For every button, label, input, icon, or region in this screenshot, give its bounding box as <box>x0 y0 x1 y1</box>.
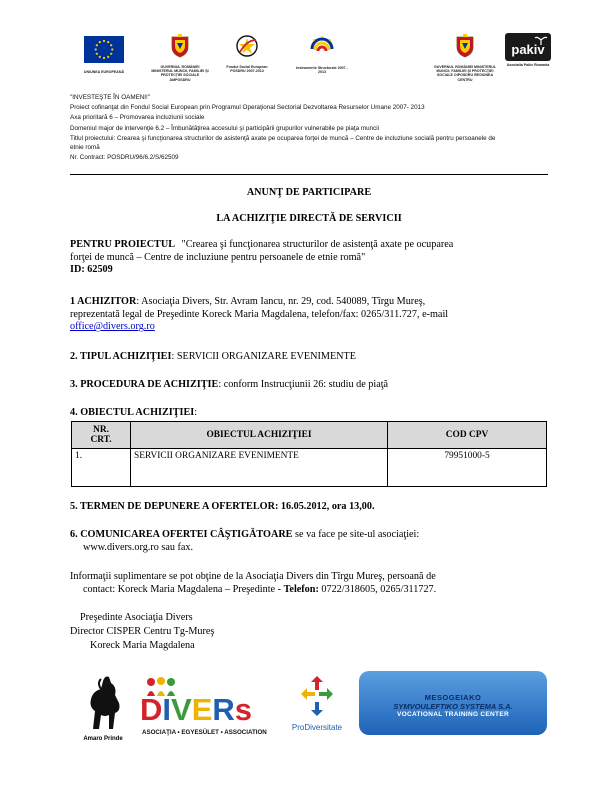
achizitor-email-link[interactable]: office@divers.org.ro <box>70 321 155 333</box>
project-info-domain: Domeniul major de intervenţie 6.2 – Îmbunătăţirea accesului şi participării grupurilor vulnerabile pe piaţa muncii <box>70 124 380 132</box>
pakiv-logo <box>503 33 553 67</box>
amaro-prinde-logo <box>74 673 132 743</box>
signature-role-2: Director CISPER Centru Tg-Mureş <box>70 626 215 637</box>
project-label: PENTRU PROIECTUL <box>70 239 175 250</box>
signature-block <box>70 611 214 653</box>
divers-caption: ASOCIAŢIA • EGYESÜLET • ASSOCIATION <box>142 729 267 736</box>
pakiv-sprout-icon <box>534 35 548 45</box>
achizitor-line-1 <box>70 296 548 309</box>
pakiv-logo-text: pakiv <box>511 42 545 57</box>
pakiv-badge <box>505 33 551 61</box>
info-line-2 <box>70 584 548 597</box>
comunicarea-site: www.divers.org.ro sau fax. <box>83 541 194 553</box>
info-contact: contact: Koreck Maria Magdalena – Preşedinte - <box>83 583 284 595</box>
signature-name: Koreck Maria Magdalena <box>90 640 195 651</box>
coat-of-arms-icon <box>170 34 190 58</box>
table-row <box>72 449 547 487</box>
fse-star-icon <box>232 34 262 58</box>
gov-logo-1 <box>150 34 210 82</box>
section-procedura <box>70 379 548 392</box>
section-comunicarea <box>70 529 548 554</box>
cell-cpv: 79951000-5 <box>388 449 547 487</box>
signature-role-1: Preşedinte Asociaţia Divers <box>80 612 193 623</box>
section-obiectul <box>70 407 548 420</box>
comunicarea-label: 6. COMUNICAREA OFERTEI CÂŞTIGĂTOARE <box>70 529 293 540</box>
prodiversitate-arrows-icon <box>297 672 337 722</box>
project-info-title-cont: etnie romă <box>70 143 100 151</box>
project-info-contract: Nr. Contract: POSDRU/96/6.2/S/62509 <box>70 153 179 161</box>
project-line-1 <box>70 239 548 252</box>
project-info <box>70 93 550 163</box>
obiectul-colon: : <box>194 407 198 418</box>
col-nr-crt <box>72 422 131 449</box>
eu-logo-caption: UNIUNEA EUROPEANĂ <box>83 70 125 74</box>
divers-letter-v: V <box>171 692 192 727</box>
project-id: ID: 62509 <box>70 264 113 276</box>
horse-rider-icon <box>79 673 127 731</box>
cell-nr: 1. <box>72 449 131 487</box>
project-name-2: forţei de muncă – Centre de incluziune pentru persoanele de etnie romă" <box>70 251 366 263</box>
gov-logo-1-caption: GUVERNUL ROMÂNIEI MINISTERUL MUNCII, FAMILIEI ŞI PROTECŢIEI SOCIALE AMPOSDRU <box>151 65 209 82</box>
col-obiect: OBIECTUL ACHIZIŢIEI <box>131 422 388 449</box>
fse-logo <box>222 34 272 73</box>
notice-subtitle: LA ACHIZIŢIE DIRECTĂ DE SERVICII <box>216 213 402 224</box>
divers-letter-d: D <box>140 692 163 727</box>
instrumente-structurale-logo <box>296 35 348 74</box>
divers-wordmark <box>140 692 252 728</box>
eu-logo <box>82 36 126 74</box>
instrumente-structurale-icon <box>309 35 335 59</box>
project-info-cofinance: Proiect cofinanţat din Fondul Social European prin Programul Operaţional Sectorial Dezvoltarea Resurselor Umane 2007- 2013 <box>70 104 425 112</box>
fse-logo-caption: Fondul Social European POSDRU 2007-2013 <box>226 65 268 74</box>
achizitor-text-1: : Asociaţia Divers, Str. Avram Iancu, nr. 29, cod. 540089, Tîrgu Mureş, <box>136 296 426 307</box>
procedura-label: 3. PROCEDURA DE ACHIZIŢIE <box>70 379 219 390</box>
info-phones: 0722/318605, 0265/311727. <box>318 583 437 595</box>
info-line-1: Informaţii suplimentare se pot obţine de la Asociaţia Divers din Tîrgu Mureş, persoană de <box>70 571 436 582</box>
divers-letter-r: R <box>212 692 235 727</box>
mesogeiako-name: MESOGEIAKO <box>424 693 482 702</box>
prodiversitate-caption: ProDiversitate <box>291 723 343 732</box>
mesogeiako-logo <box>359 671 547 735</box>
achizitor-label: 1 ACHIZITOR <box>70 296 137 307</box>
section-termen <box>70 501 548 514</box>
procedura-text: : conform Instrucţiunii 26: studiu de piaţă <box>218 379 389 390</box>
header-divider <box>70 174 548 175</box>
cpv-table <box>71 421 547 487</box>
achizitor-text-2: reprezentată legal de Preşedinte Koreck Maria Magdalena, telefon/fax: 0265/311.727, e-mail <box>70 308 449 320</box>
obiectul-label: 4. OBIECTUL ACHIZIŢIEI <box>70 407 195 418</box>
col-crt-label: CRT. <box>90 435 112 445</box>
divers-letter-i: I <box>162 692 172 727</box>
project-info-slogan: "INVESTEŞTE ÎN OAMENI!" <box>70 94 151 101</box>
project-name-1: "Crearea şi funcţionarea structurilor de asistenţă axate pe ocuparea <box>181 239 454 250</box>
divers-letter-s: s <box>234 692 253 727</box>
coat-of-arms-icon <box>455 34 475 58</box>
amaro-prinde-caption: Amaro Prinde <box>83 736 123 742</box>
notice-title: ANUNŢ DE PARTICIPARE <box>246 187 372 198</box>
info-phone-label: Telefon: <box>283 583 319 595</box>
pakiv-logo-caption: Asociatia Pakiv Romania <box>506 63 550 67</box>
cpv-table-header <box>72 422 547 449</box>
col-nr-label: NR. <box>93 425 109 435</box>
tipul-label: 2. TIPUL ACHIZIŢIEI <box>70 351 172 362</box>
additional-info <box>70 571 548 596</box>
eu-flag-icon <box>84 36 124 63</box>
project-info-axis: Axa prioritară 6 – Promovarea incluziunii sociale <box>70 114 205 122</box>
instrumente-structurale-caption: Instrumente Structurale 2007 - 2013 <box>296 66 348 75</box>
termen-label: 5. TERMEN DE DEPUNERE A OFERTELOR <box>70 501 275 512</box>
mesogeiako-center: VOCATIONAL TRAINING CENTER <box>397 711 509 718</box>
col-cod-cpv: COD CPV <box>388 422 547 449</box>
divers-letter-e: E <box>191 692 213 727</box>
project-section <box>70 239 548 277</box>
comunicarea-text: se va face pe site-ul asociaţiei: <box>292 529 420 540</box>
tipul-text: : SERVICII ORGANIZARE EVENIMENTE <box>171 351 356 362</box>
prodiversitate-logo <box>286 672 348 732</box>
divers-logo <box>140 676 275 738</box>
project-info-title: Titlul proiectului: Crearea şi funcţionarea structurilor de asistenţă axate pe ocuparea forţei de muncă – Centre de incluziune socială pentru persoanele de <box>70 134 496 142</box>
cell-obiect: SERVICII ORGANIZARE EVENIMENTE <box>131 449 388 487</box>
section-achizitor <box>70 296 548 334</box>
mesogeiako-company: SYMVOULEFTIKO SYSTEMA S.A. <box>393 702 513 711</box>
section-tipul <box>70 351 548 364</box>
termen-text: : 16.05.2012, ora 13,00. <box>274 501 375 512</box>
gov-logo-2-caption: GUVERNUL ROMÂNIEI MINISTERUL MUNCII, FAMILIEI ŞI PROTECŢIEI SOCIALE OIPOSDRU REGIUNEA CENTRU <box>433 65 497 82</box>
gov-logo-2 <box>432 34 498 82</box>
